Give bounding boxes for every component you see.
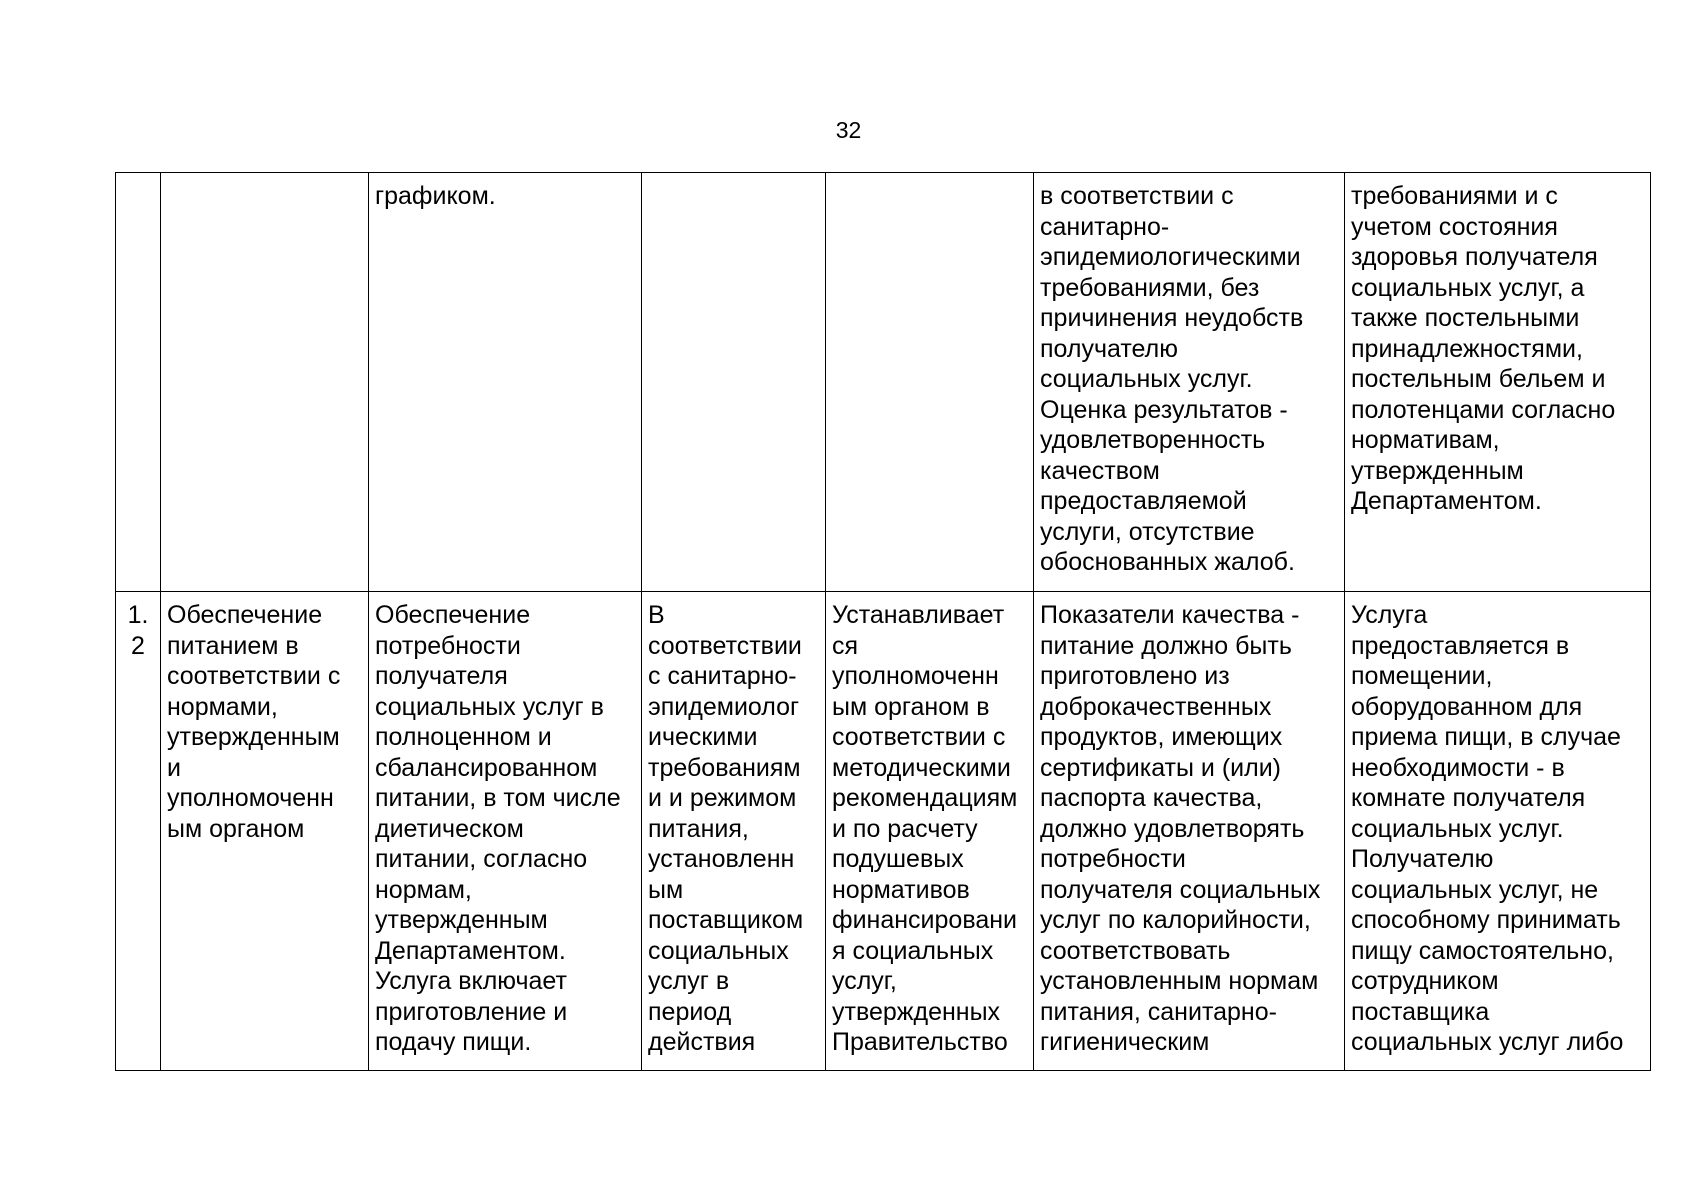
cell-text: Услуга предоставляется в помещении, оборудованном для приема пищи, в случае необходимости - в комнате получателя социальных услуг. Получателю социальных услуг, не способному принимать пищу самостоятельно, сотрудником поставщика социальных услуг либо (1351, 601, 1624, 1056)
row-number: 1. 2 (127, 601, 149, 660)
cell-text: Обеспечение потребности получателя социальных услуг в полноценном и сбалансированном питании, в том числе диетическом питании, согласно нормам, утвержденным Департаментом. Услуга включает приготовление и подачу пищи. (375, 601, 621, 1056)
cell-text: Обеспечение питанием в соответствии с нормами, утвержденным и уполномоченн ым органом (167, 601, 341, 843)
table-cell-conditions (1345, 592, 1651, 1071)
page-number: 32 (835, 117, 862, 143)
table-cell-terms (642, 592, 826, 1071)
cell-text: графиком. (375, 182, 496, 210)
cell-text: в соответствии с санитарно- эпидемиологическими требованиями, без причинения неудобств получателю социальных услуг. Оценка результатов - удовлетворенность качеством предоставляемой услуги, отсутствие обоснованных жалоб. (1040, 182, 1304, 576)
cell-text: Устанавливает ся уполномоченн ым органом в соответствии с методическими рекомендациям и по расчету подушевых нормативов финансировани я социальных услуг, утвержденных Правительство (832, 601, 1018, 1056)
table-cell-service-name (161, 592, 369, 1071)
table-cell-quality-indicators (1034, 592, 1345, 1071)
table-cell-service-name (161, 173, 369, 592)
table-cell-conditions (1345, 173, 1651, 592)
table-cell-quality-indicators (1034, 173, 1345, 592)
services-table (115, 172, 1651, 1071)
table-cell-description (369, 592, 642, 1071)
cell-text: Показатели качества - питание должно быть приготовлено из доброкачественных продуктов, имеющих сертификаты и (или) паспорта качества, должно удовлетворять потребности получателя социальных услуг по калорийности, соответствовать установленным нормам питания, санитарно- гигиеническим (1040, 601, 1321, 1056)
table-row (116, 173, 1651, 592)
table-cell-rate (826, 173, 1034, 592)
cell-text: В соответствии с санитарно- эпидемиолог ическими требованиям и и режимом питания, установленн ым поставщиком социальных услуг в период действия (648, 601, 804, 1056)
table-cell-number (116, 173, 161, 592)
table-cell-number (116, 592, 161, 1071)
table-row (116, 592, 1651, 1071)
table-cell-terms (642, 173, 826, 592)
table-cell-rate (826, 592, 1034, 1071)
table-cell-description (369, 173, 642, 592)
cell-text: требованиями и с учетом состояния здоровья получателя социальных услуг, а также постельными принадлежностями, постельным бельем и полотенцами согласно нормативам, утвержденным Департаментом. (1351, 182, 1616, 515)
